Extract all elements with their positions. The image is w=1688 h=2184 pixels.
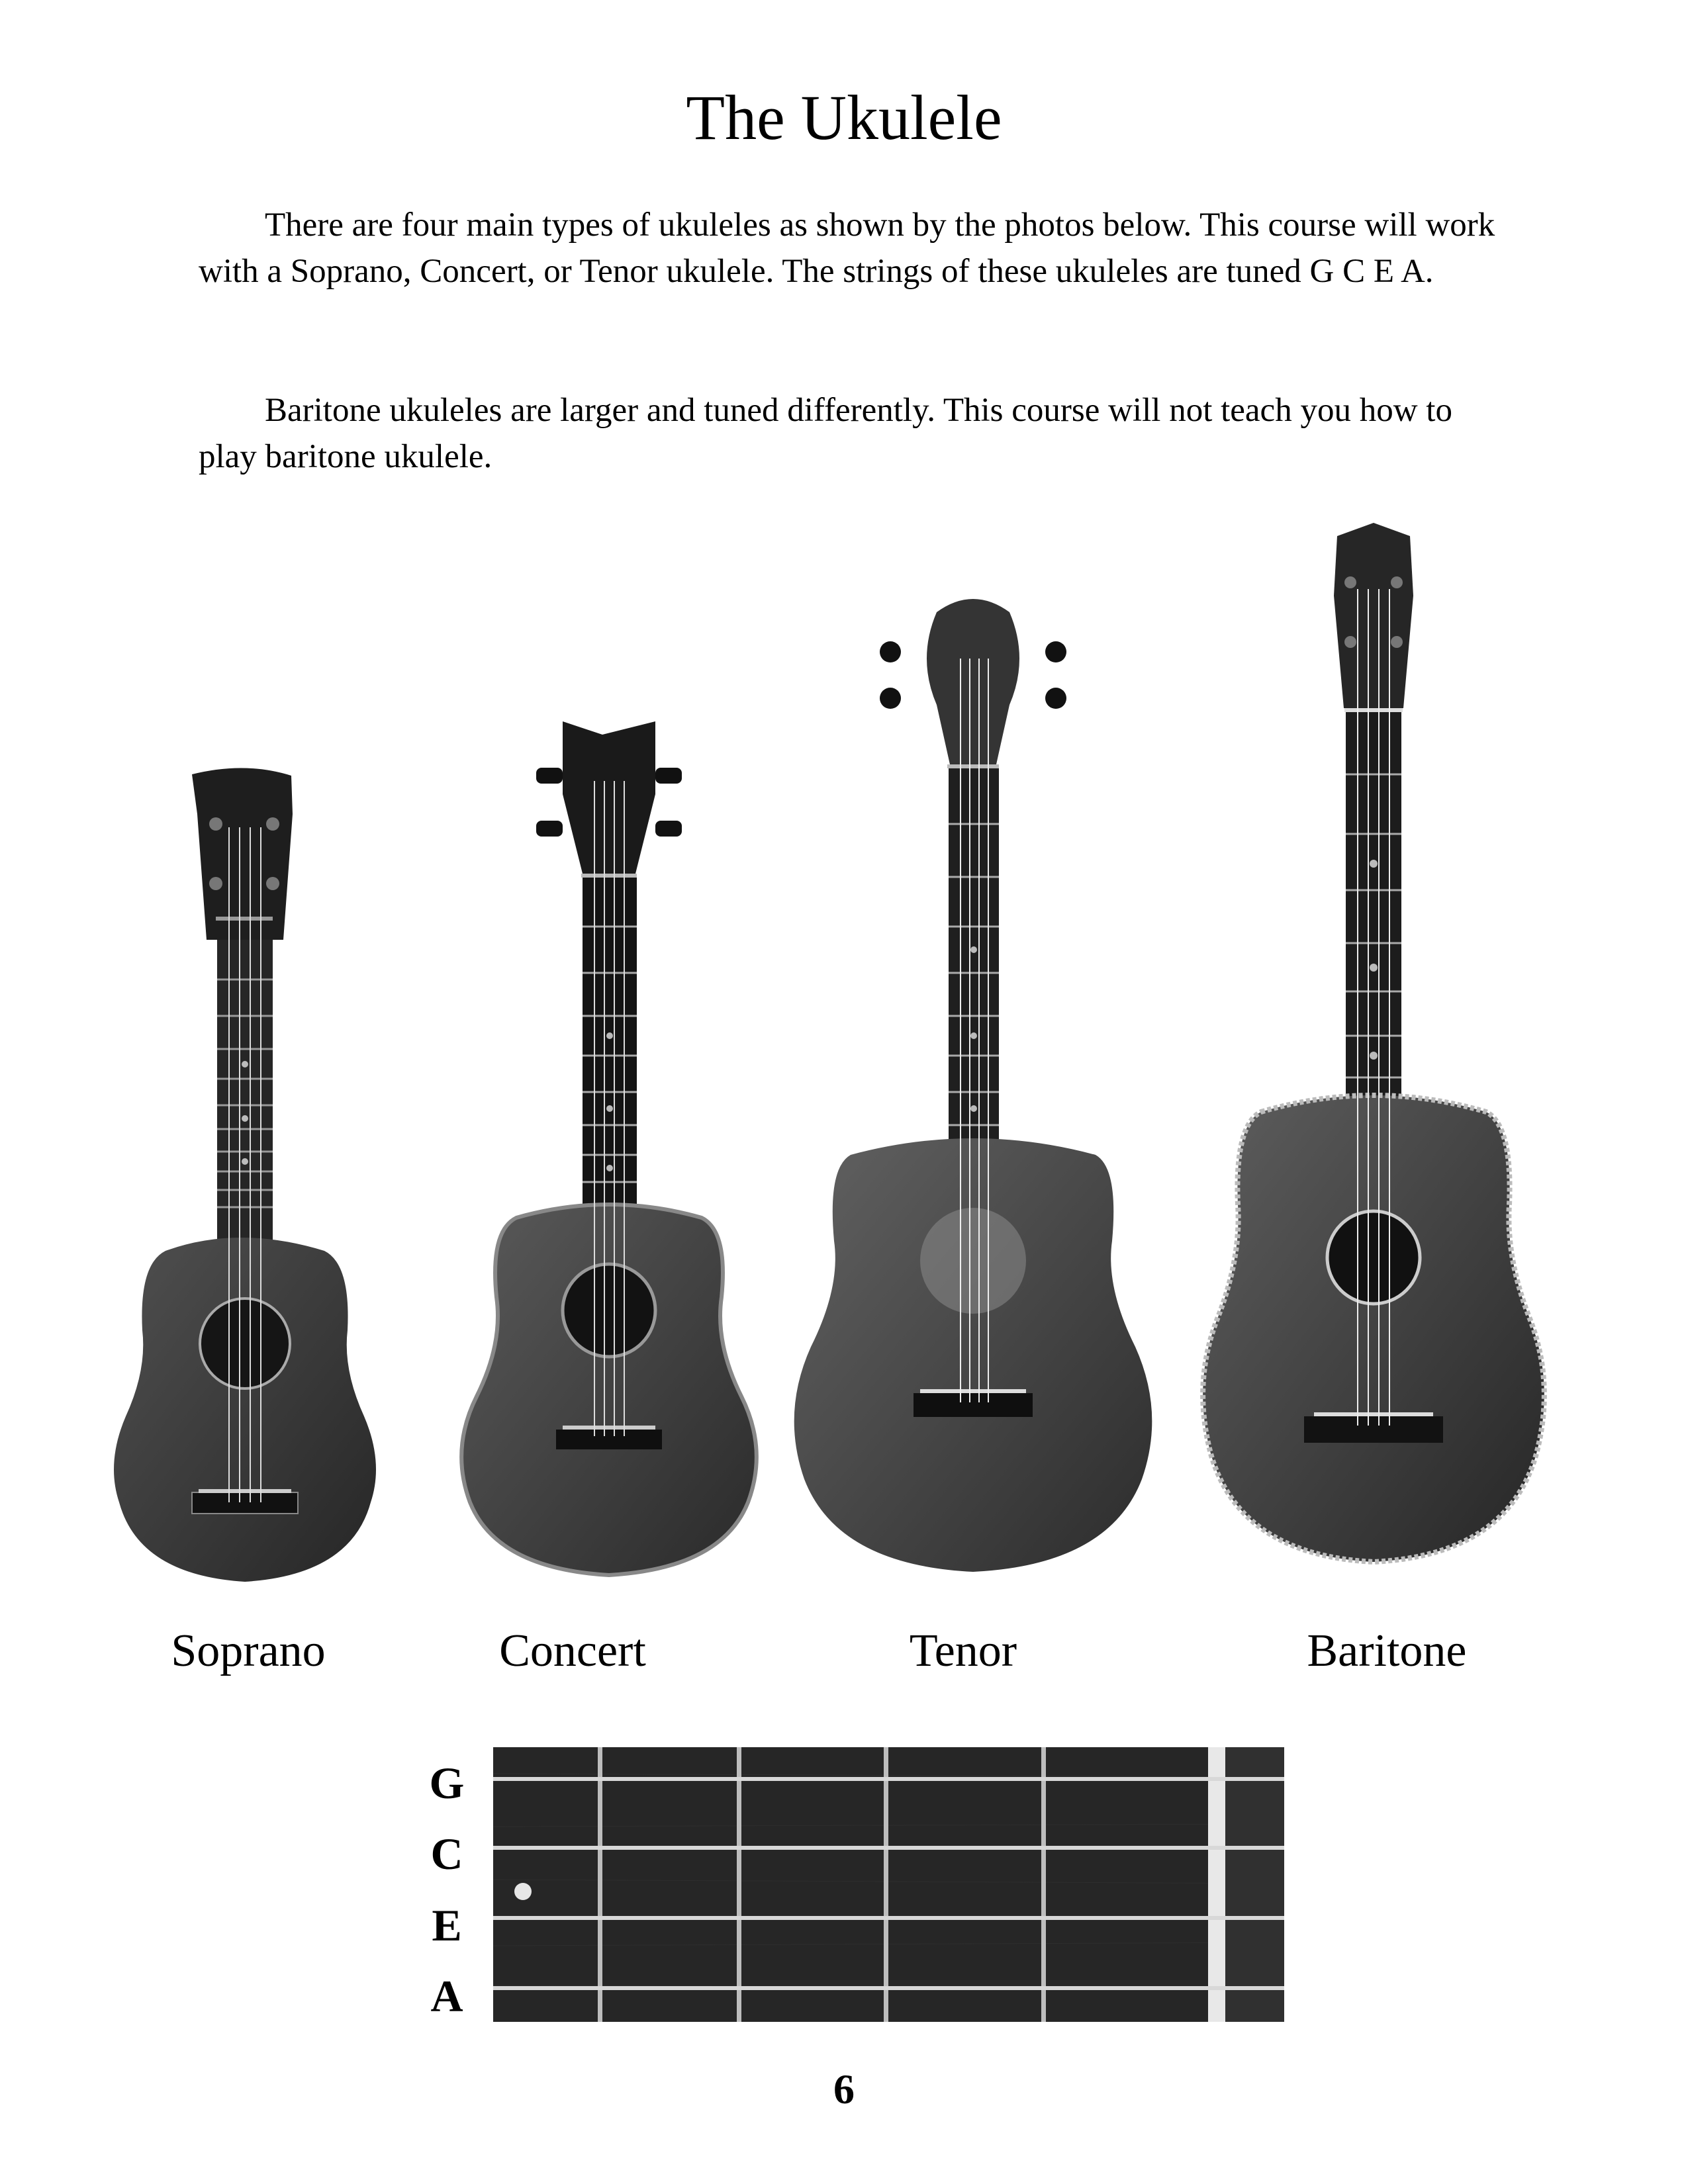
fretboard-diagram	[493, 1747, 1284, 2025]
string-label-a: A	[430, 1971, 463, 2021]
baritone-paragraph-text: Baritone ukuleles are larger and tuned differently. This course will not teach you how to play baritone ukulele.	[199, 392, 1452, 475]
string-label-g: G	[429, 1758, 465, 1808]
tenor-ukulele-photo	[784, 586, 1162, 1585]
soprano-ukulele-photo	[99, 761, 391, 1595]
page-title: The Ukulele	[686, 82, 1002, 153]
intro-paragraph-text: There are four main types of ukuleles as shown by the photos below. This course will work with a Soprano, Concert, or Tenor ukulele. The strings of these ukuleles are tuned G C E A.	[199, 206, 1495, 290]
page-number: 6	[833, 2066, 855, 2113]
string-label-e: E	[432, 1900, 462, 1950]
string-label-c: C	[430, 1829, 463, 1879]
baritone-ukulele-photo	[1188, 523, 1559, 1608]
concert-label: Concert	[499, 1625, 646, 1676]
concert-ukulele-photo	[437, 715, 781, 1588]
soprano-label: Soprano	[171, 1625, 326, 1676]
intro-paragraph	[199, 202, 1516, 295]
baritone-paragraph	[199, 387, 1516, 480]
tenor-label: Tenor	[909, 1625, 1017, 1676]
baritone-label: Baritone	[1307, 1625, 1467, 1676]
